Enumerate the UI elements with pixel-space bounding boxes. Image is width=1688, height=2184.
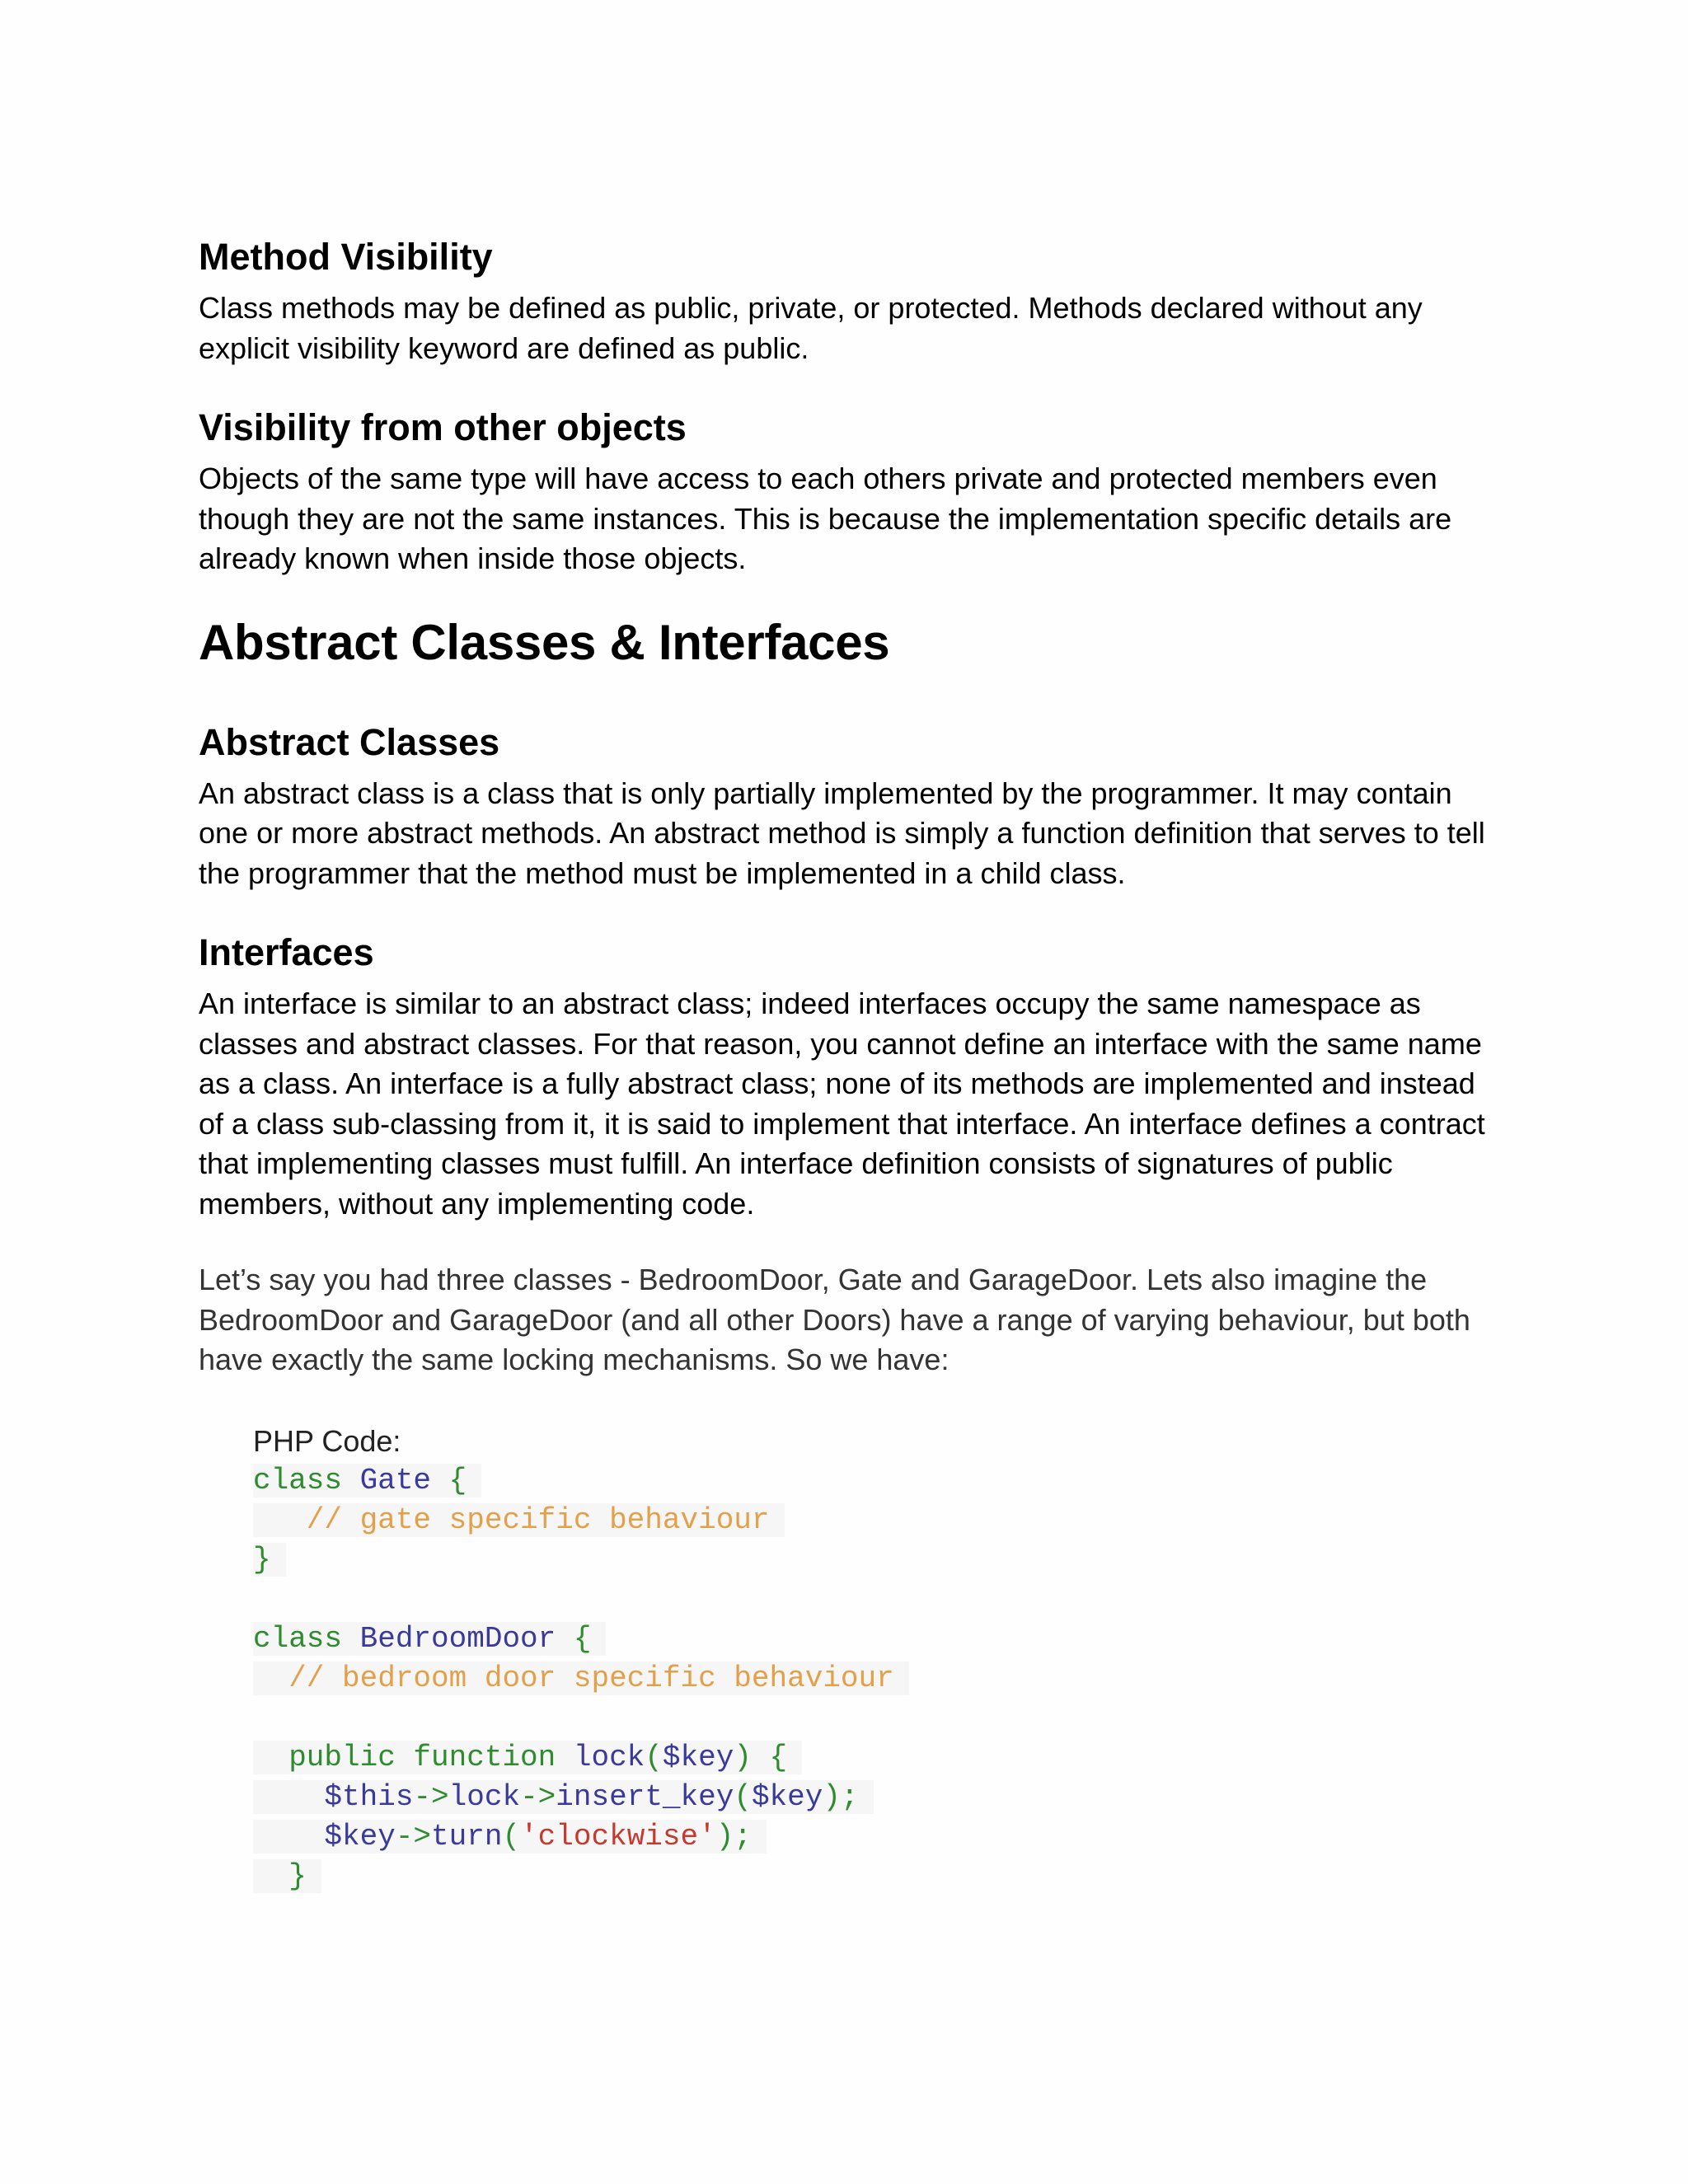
code-token: $this	[253, 1779, 414, 1814]
code-token: turn	[431, 1819, 503, 1854]
code-token: 'clockwise'	[520, 1819, 716, 1854]
code-line	[253, 1817, 1493, 1857]
code-token: $key	[662, 1740, 734, 1774]
code-token: }	[253, 1542, 271, 1577]
code-line-text	[253, 1741, 802, 1774]
code-line-text	[253, 1503, 785, 1537]
code-token: Gate	[359, 1463, 432, 1497]
paragraph-example-intro: Let’s say you had three classes - BedroomDoor, Gate and GarageDoor. Lets also imagine the BedroomDoor and GarageDoor (and all other Doors) have a range of varying behaviour, but both have exactly the same locking mechanisms. So we have:	[199, 1263, 1470, 1376]
code-block	[253, 1422, 1493, 1896]
code-line-text	[253, 1859, 321, 1893]
code-token: // bedroom door specific behaviour	[253, 1661, 894, 1695]
code-line-text	[253, 1661, 909, 1695]
code-token: (	[734, 1779, 752, 1814]
code-line	[253, 1857, 1493, 1896]
code-token: ->	[395, 1819, 432, 1854]
code-line	[253, 1778, 1493, 1817]
section-interfaces	[199, 928, 1493, 1224]
code-token: (	[502, 1819, 521, 1854]
code-line-text	[253, 1780, 874, 1814]
code-token: );	[823, 1779, 859, 1814]
code-line	[253, 1738, 1493, 1778]
code-token: );	[715, 1819, 752, 1854]
code-line	[253, 1580, 1493, 1619]
paragraph-method-visibility: Class methods may be defined as public, private, or protected. Methods declared without any explicit visibility keyword are defined as public.	[199, 291, 1423, 365]
code-line	[253, 1461, 1493, 1501]
code-token: BedroomDoor	[359, 1621, 556, 1656]
code-token: {	[431, 1463, 467, 1497]
code-line	[253, 1699, 1493, 1738]
code-line	[253, 1540, 1493, 1580]
code-token: $key	[253, 1819, 396, 1854]
heading-abstract-classes: Abstract Classes	[199, 720, 500, 763]
code-line	[253, 1659, 1493, 1699]
code-lines	[253, 1461, 1493, 1896]
section-abstract-classes	[199, 718, 1493, 894]
code-label: PHP Code:	[253, 1423, 401, 1458]
paragraph-interfaces: An interface is similar to an abstract class; indeed interfaces occupy the same namespace as classes and abstract classes. For that reason, you cannot define an interface with the same name as a class. An interface is a fully abstract class; none of its methods are implemented and instead of a class sub-classing from it, it is said to implement that interface. An interface defines a contract that implementing classes must fulfill. An interface definition consists of signatures of public members, without any implementing code.	[199, 987, 1485, 1221]
section-method-visibility	[199, 232, 1493, 368]
code-token: public function	[253, 1740, 574, 1774]
code-token: }	[253, 1858, 307, 1893]
code-token: ->	[520, 1779, 556, 1814]
heading-interfaces: Interfaces	[199, 931, 374, 973]
code-line-text	[253, 1543, 286, 1577]
code-token: ) {	[734, 1740, 788, 1774]
code-line-text	[253, 1820, 767, 1854]
code-line-text	[253, 1464, 481, 1497]
code-token: ->	[413, 1779, 449, 1814]
code-token: {	[556, 1621, 592, 1656]
heading-abstract-classes-interfaces: Abstract Classes & Interfaces	[199, 614, 890, 670]
code-token: lock	[448, 1779, 521, 1814]
code-line	[253, 1501, 1493, 1540]
paragraph-abstract-classes: An abstract class is a class that is only partially implemented by the programmer. It may contain one or more abstract methods. An abstract method is simply a function definition that serves to tell the programmer that the method must be implemented in a child class.	[199, 776, 1485, 890]
code-token: // gate specific behaviour	[253, 1502, 770, 1537]
code-token: $key	[751, 1779, 823, 1814]
code-line-text	[253, 1622, 606, 1656]
section-visibility-other-objects	[199, 403, 1493, 579]
heading-visibility-other-objects: Visibility from other objects	[199, 406, 687, 448]
code-token: (	[645, 1740, 663, 1774]
code-token: insert_key	[556, 1779, 734, 1814]
code-token: class	[253, 1463, 360, 1497]
code-line	[253, 1619, 1493, 1659]
code-token: lock	[573, 1740, 645, 1774]
code-token: class	[253, 1621, 360, 1656]
document-content	[199, 232, 1493, 1896]
heading-method-visibility: Method Visibility	[199, 236, 493, 278]
paragraph-visibility-other-objects: Objects of the same type will have access to each others private and protected members even though they are not the same instances. This is because the implementation specific details are already known when inside those objects.	[199, 462, 1452, 575]
